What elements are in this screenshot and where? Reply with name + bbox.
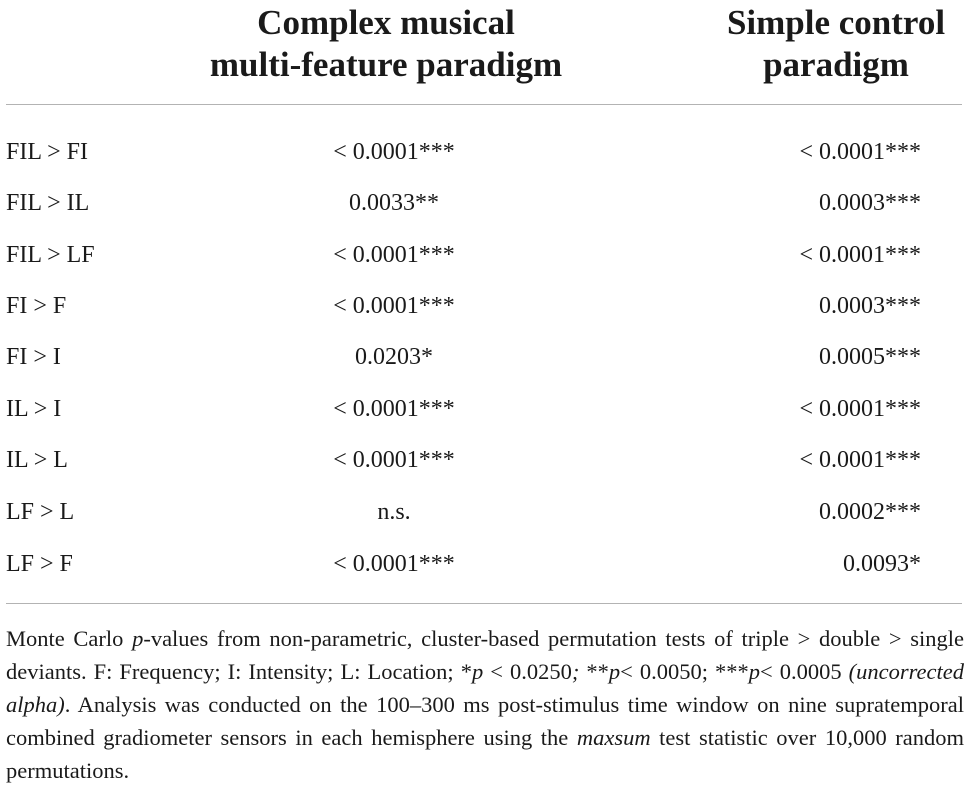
footnote-uncorrected-alpha: (uncorrected alpha) (6, 659, 964, 717)
table-row (0, 549, 970, 601)
column-header-simple-line-1: Simple control (726, 3, 946, 42)
table-row (0, 137, 970, 189)
simple-value: 0.0005*** (819, 344, 921, 370)
table-row (0, 240, 970, 292)
footer-divider (6, 603, 962, 604)
footnote-maxsum: maxsum (576, 725, 651, 750)
simple-value: 0.0003*** (819, 293, 921, 319)
footnote-text: ** (579, 659, 609, 684)
complex-value: < 0.0001*** (333, 139, 455, 165)
row-label: FIL > LF (6, 242, 95, 268)
footnote-text: < 0.0050; *** (620, 659, 749, 684)
table-row (0, 291, 970, 343)
complex-value: < 0.0001*** (333, 396, 455, 422)
footnote-text: Monte Carlo (6, 626, 133, 651)
footnote-text: . Analysis was conducted on the 100–300 ms post-stimulus time window on nine supratemporal combined gradiometer sensors in each hemisphere using the (6, 692, 964, 750)
row-label: LF > L (6, 499, 75, 525)
row-label: FI > I (6, 344, 61, 370)
footnote-text: -values from non-parametric, cluster-based permutation tests of triple > double > single deviants. F: Frequency; I: Intensity; L: Location; (6, 626, 964, 684)
footnote-text: test statistic over 10,000 random permutations. (6, 725, 964, 783)
simple-value: < 0.0001*** (799, 139, 921, 165)
simple-value: 0.0093* (843, 551, 921, 577)
simple-value: < 0.0001*** (799, 242, 921, 268)
footnote-italic-p: p (132, 626, 144, 651)
complex-value: 0.0203* (355, 344, 433, 370)
table-footnote (6, 622, 964, 787)
complex-value: < 0.0001*** (333, 447, 455, 473)
row-label: IL > L (6, 447, 68, 473)
complex-value: < 0.0001*** (333, 551, 455, 577)
simple-value: < 0.0001*** (799, 396, 921, 422)
table-row (0, 445, 970, 497)
row-label: IL > I (6, 396, 62, 422)
complex-value: < 0.0001*** (333, 293, 455, 319)
column-header-simple (710, 2, 962, 86)
row-label: FIL > FI (6, 139, 88, 165)
footnote-text: < 0.0250 (483, 659, 572, 684)
table-row (0, 342, 970, 394)
column-header-complex-line-2: multi-feature paradigm (209, 45, 563, 84)
footnote-text: < 0.0005 (760, 659, 849, 684)
table-row (0, 394, 970, 446)
table-row (0, 188, 970, 240)
simple-value: < 0.0001*** (799, 447, 921, 473)
row-label: FI > F (6, 293, 67, 319)
footnote-text: ; (571, 659, 580, 684)
footnote-italic-p: p (471, 659, 484, 684)
column-header-simple-line-2: paradigm (763, 45, 909, 84)
table-row (0, 497, 970, 549)
footnote-text: * (460, 659, 472, 684)
complex-value: < 0.0001*** (333, 242, 455, 268)
footnote-italic-p: p (748, 659, 760, 684)
column-header-complex-line-1: Complex musical (257, 3, 515, 42)
row-label: LF > F (6, 551, 73, 577)
column-header-complex (196, 2, 576, 86)
simple-value: 0.0003*** (819, 190, 921, 216)
complex-value: n.s. (377, 499, 411, 525)
complex-value: 0.0033** (349, 190, 439, 216)
footnote-italic-p: p (608, 659, 621, 684)
header-divider (6, 104, 962, 105)
simple-value: 0.0002*** (819, 499, 921, 525)
row-label: FIL > IL (6, 190, 90, 216)
